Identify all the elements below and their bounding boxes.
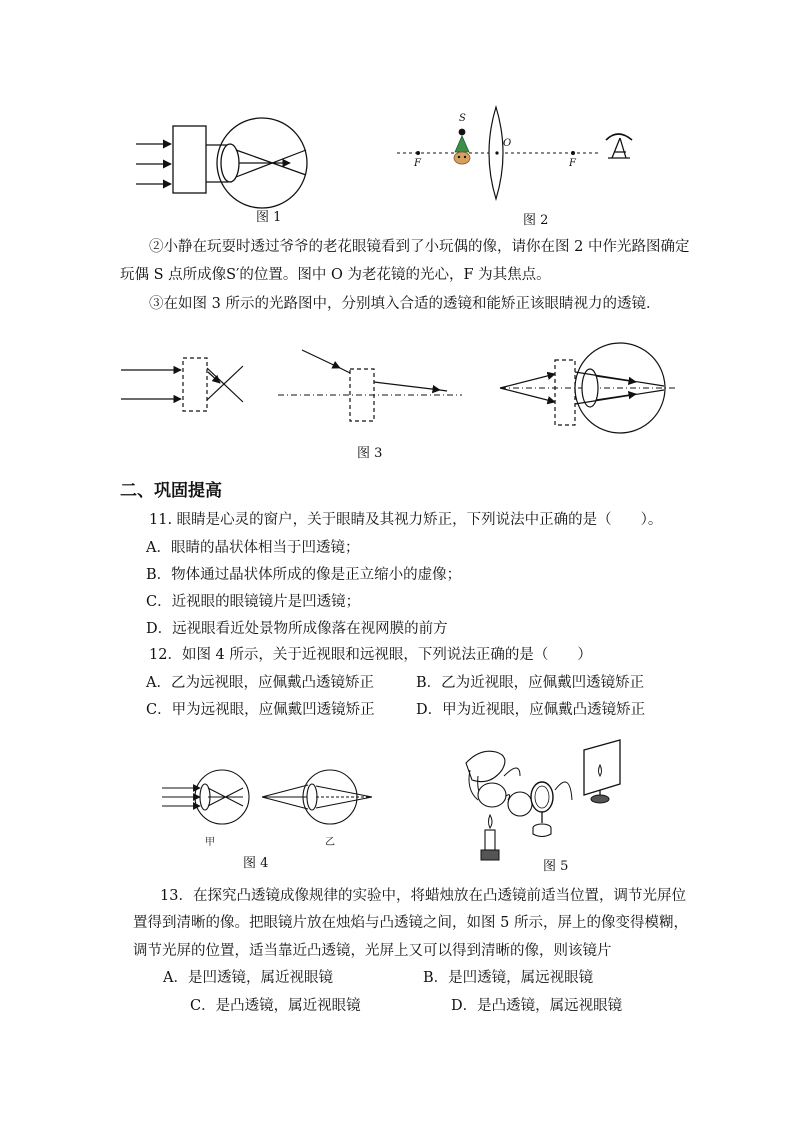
figure-2-label-f-right: F xyxy=(569,158,576,169)
q13-option-b: B．是凹透镜，属远视眼镜 xyxy=(423,970,594,986)
figure-2-label-f-left: F xyxy=(414,158,421,169)
figure-5-caption: 图 5 xyxy=(543,859,569,874)
q13-line-3: 调节光屏的位置，适当靠近凸透镜，光屏上又可以得到清晰的像，则该镜片 xyxy=(133,943,612,959)
section-title: 二、巩固提高 xyxy=(120,481,222,501)
item-3-line: ③在如图 3 所示的光路图中，分别填入合适的透镜和能矫正该眼睛视力的透镜． xyxy=(149,296,661,312)
figure-2-label-o: O xyxy=(503,138,512,149)
q13-option-a: A．是凹透镜，属近视眼镜 xyxy=(163,970,333,986)
q12-option-c: C．甲为远视眼，应佩戴凹透镜矫正 xyxy=(146,702,375,718)
q12-option-d: D．甲为近视眼，应佩戴凸透镜矫正 xyxy=(416,702,646,718)
q11-option-c: C．近视眼的眼镜镜片是凹透镜； xyxy=(146,594,361,610)
q12-stem: 12．如图 4 所示，关于近视眼和远视眼，下列说法正确的是（ ） xyxy=(149,647,592,663)
q13-line-1: 13．在探究凸透镜成像规律的实验中，将蜡烛放在凸透镜前适当位置，调节光屏位 xyxy=(160,888,686,904)
q11-option-a: A．眼睛的晶状体相当于凹透镜； xyxy=(146,540,360,556)
figure-2-label-s: S xyxy=(459,113,466,124)
q13-option-c: C．是凸透镜，属近视眼镜 xyxy=(190,998,361,1014)
q11-option-b: B．物体通过晶状体所成的像是正立缩小的虚像； xyxy=(146,567,462,583)
figure-4-label-yi: 乙 xyxy=(325,837,335,848)
item-2-line-1: ②小静在玩耍时透过爷爷的老花眼镜看到了小玩偶的像，请你在图 2 中作光路图确定 xyxy=(149,239,690,255)
figure-4-label-jia: 甲 xyxy=(205,837,215,848)
q11-stem: 11. 眼睛是心灵的窗户，关于眼睛及其视力矫正，下列说法中正确的是（ ）。 xyxy=(149,512,663,528)
q11-option-d: D．远视眼看近处景物所成像落在视网膜的前方 xyxy=(146,621,448,637)
item-2-line-2: 玩偶 S 点所成像S′的位置。图中 O 为老花镜的光心，F 为其焦点。 xyxy=(120,267,551,283)
figure-1-caption: 图 1 xyxy=(256,210,282,225)
figure-3-caption: 图 3 xyxy=(357,446,383,461)
figure-4-caption: 图 4 xyxy=(243,856,269,871)
q13-option-d: D．是凸透镜，属远视眼镜 xyxy=(451,998,623,1014)
q12-option-a: A．乙为远视眼，应佩戴凸透镜矫正 xyxy=(146,675,374,691)
q12-option-b: B．乙为近视眼，应佩戴凹透镜矫正 xyxy=(416,675,645,691)
figure-2-caption: 图 2 xyxy=(523,213,549,228)
q13-line-2: 置得到清晰的像。把眼镜片放在烛焰与凸透镜之间，如图 5 所示，屏上的像变得模糊， xyxy=(133,915,688,931)
